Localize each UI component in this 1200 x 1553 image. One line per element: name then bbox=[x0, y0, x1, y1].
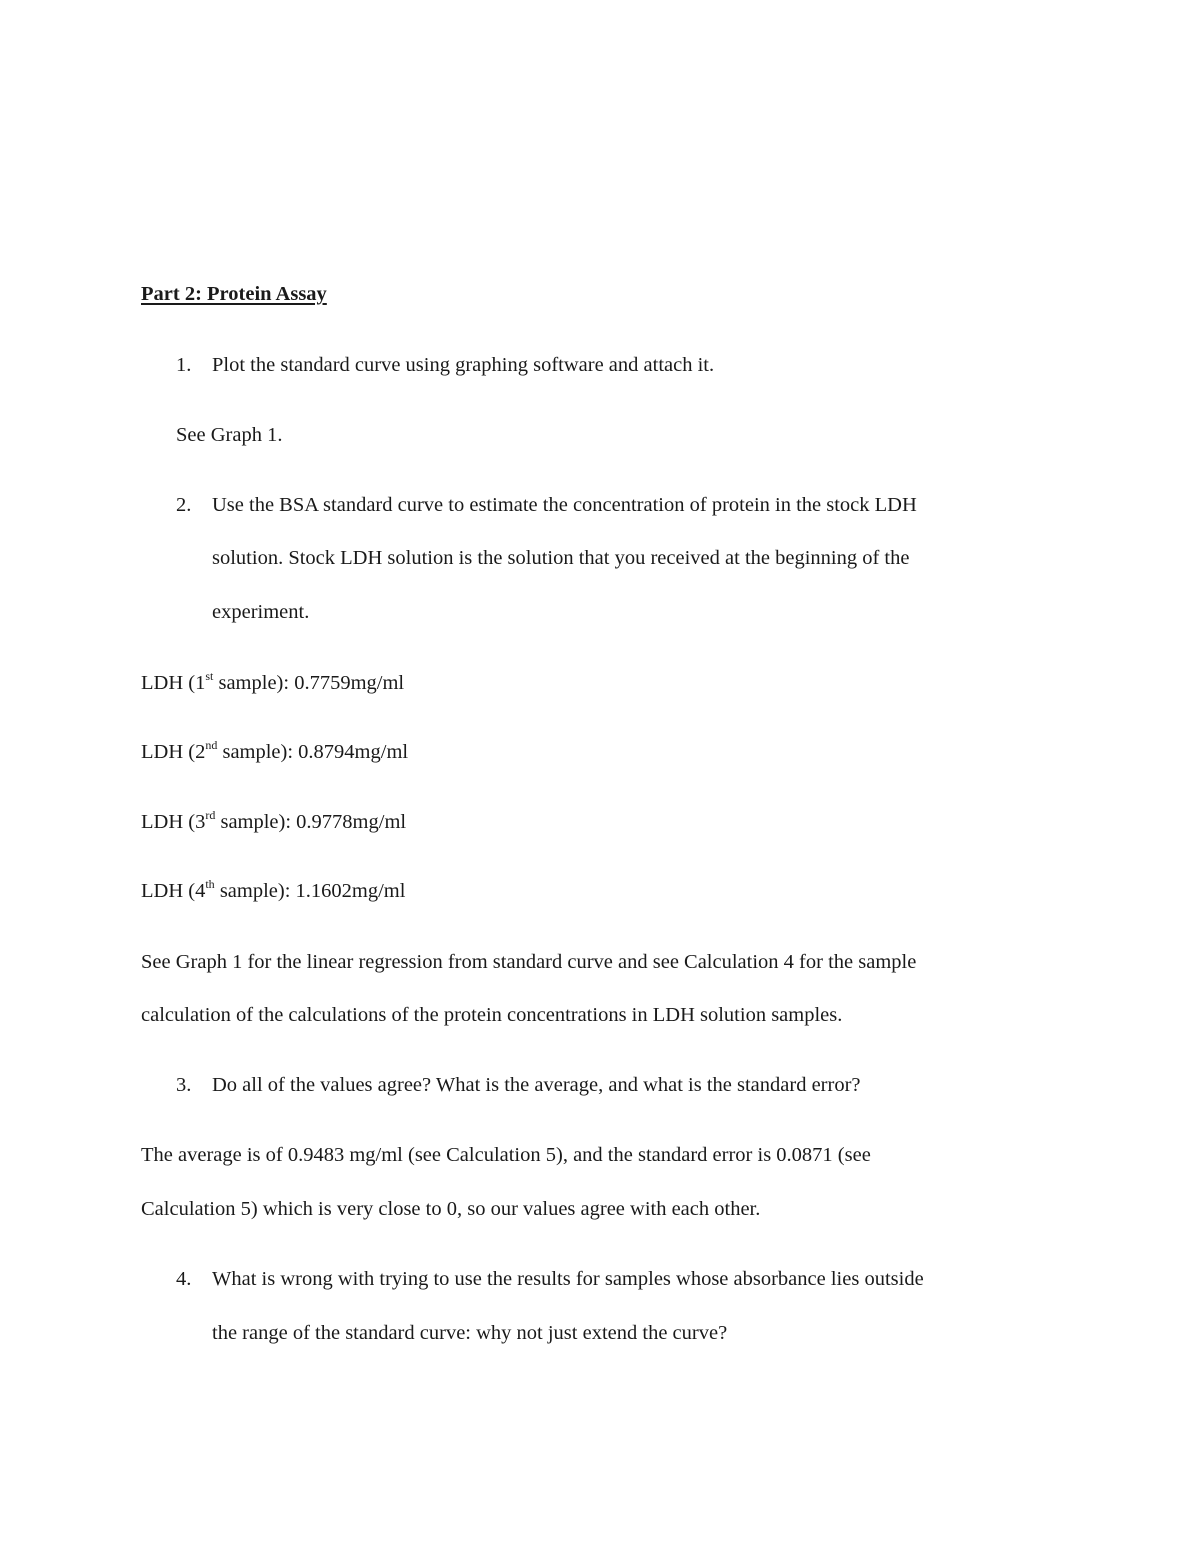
sample-value: sample): 0.8794mg/ml bbox=[217, 741, 409, 763]
question-number: 3. bbox=[176, 1074, 192, 1096]
question-number: 2. bbox=[176, 494, 192, 516]
section-heading: Part 2: Protein Assay bbox=[141, 283, 327, 305]
sample-label: LDH (4 bbox=[141, 880, 206, 902]
sample-result bbox=[141, 738, 409, 763]
sample-label: LDH (1 bbox=[141, 672, 206, 694]
question-3 bbox=[176, 1075, 861, 1096]
question-1 bbox=[176, 355, 714, 376]
question-text: Do all of the values agree? What is the average, and what is the standard error? bbox=[212, 1074, 861, 1096]
sample-value: sample): 0.9778mg/ml bbox=[215, 811, 407, 833]
question-text: What is wrong with trying to use the results for samples whose absorbance lies outside bbox=[212, 1268, 924, 1290]
question-2-line-2: solution. Stock LDH solution is the solution that you received at the beginning of the bbox=[212, 547, 910, 569]
sample-value: sample): 1.1602mg/ml bbox=[214, 880, 406, 902]
sample-result bbox=[141, 669, 405, 694]
sample-label: LDH (3 bbox=[141, 811, 206, 833]
question-4-line-2: the range of the standard curve: why not just extend the curve? bbox=[212, 1322, 728, 1344]
answer-3-line-1: The average is of 0.9483 mg/ml (see Calculation 5), and the standard error is 0.0871 (see bbox=[141, 1144, 871, 1166]
ordinal-suffix: st bbox=[205, 669, 214, 684]
ordinal-suffix: nd bbox=[205, 738, 218, 753]
sample-label: LDH (2 bbox=[141, 741, 206, 763]
answer-1: See Graph 1. bbox=[176, 424, 283, 446]
question-2-line-1 bbox=[176, 495, 917, 516]
answer-3-line-2: Calculation 5) which is very close to 0, so our values agree with each other. bbox=[141, 1198, 761, 1220]
question-number: 1. bbox=[176, 354, 192, 376]
question-4-line-1 bbox=[176, 1269, 924, 1290]
answer-2-line-1: See Graph 1 for the linear regression from standard curve and see Calculation 4 for the sample bbox=[141, 951, 917, 973]
ordinal-suffix: rd bbox=[205, 808, 216, 823]
question-text: Plot the standard curve using graphing software and attach it. bbox=[212, 354, 715, 376]
sample-result bbox=[141, 877, 406, 902]
sample-result bbox=[141, 808, 407, 833]
question-text: Use the BSA standard curve to estimate the concentration of protein in the stock LDH bbox=[212, 494, 917, 516]
sample-value: sample): 0.7759mg/ml bbox=[213, 672, 405, 694]
ordinal-suffix: th bbox=[205, 877, 215, 892]
answer-2-line-2: calculation of the calculations of the protein concentrations in LDH solution samples. bbox=[141, 1004, 843, 1026]
question-number: 4. bbox=[176, 1268, 192, 1290]
question-2-line-3: experiment. bbox=[212, 601, 310, 623]
